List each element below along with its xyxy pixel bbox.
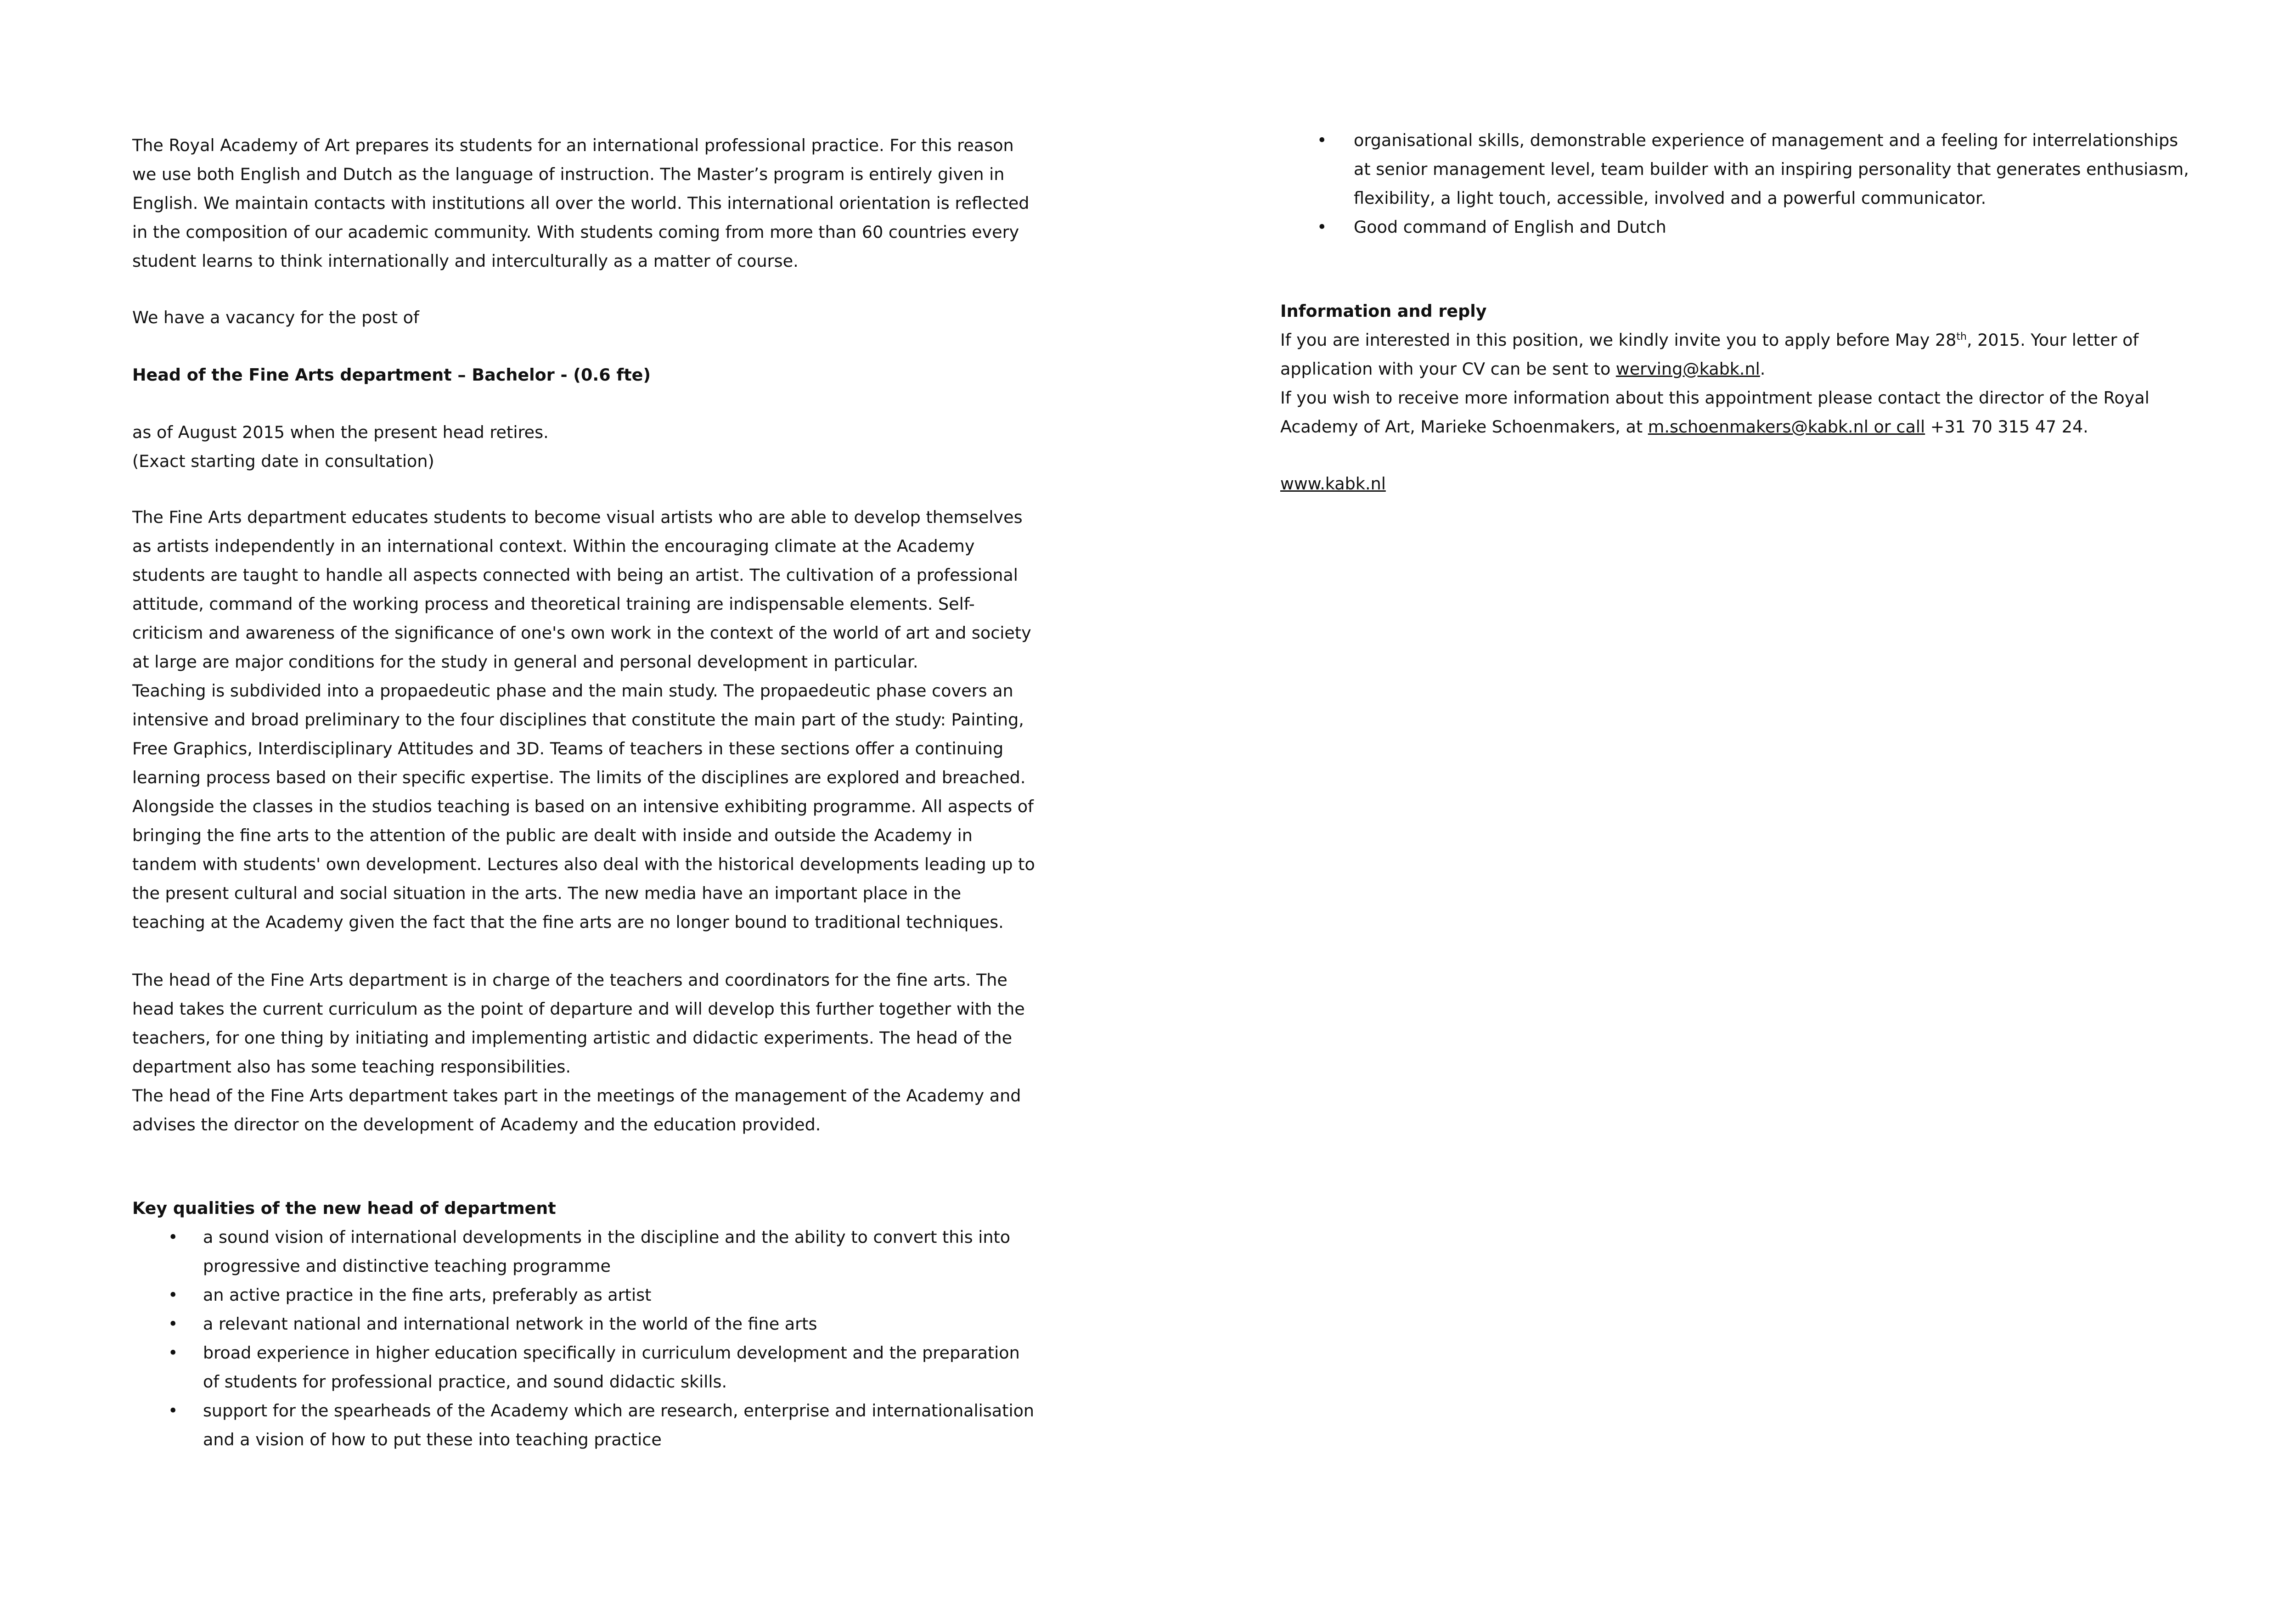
vacancy-line: We have a vacancy for the post of (132, 308, 419, 327)
contact-paragraph (1280, 383, 2194, 441)
apply-text: If you are interested in this position, we kindly invite you to apply before May 28 (1280, 330, 1957, 350)
list-item: • an active practice in the fine arts, preferably as artist (132, 1280, 1039, 1309)
application-email-link[interactable]: werving@kabk.nl (1615, 359, 1760, 379)
head-responsibilities (132, 966, 1037, 1139)
qualities-list-continued (1280, 126, 2194, 241)
key-qualities-section (132, 1194, 1039, 1454)
qualities-heading: Key qualities of the new head of department (132, 1198, 556, 1218)
website-paragraph (1280, 469, 2194, 498)
contact-text: If you wish to receive more information about this appointment please contact the director of the Royal Academy of Art, Marieke Schoenmakers, at (1280, 388, 2150, 437)
department-description (132, 503, 1039, 937)
department-paragraph: The Fine Arts department educates students to become visual artists who are able to develop themselves as artists independently in an international context. Within the encouraging climate at the Academy students are taught to handle all aspects connected with being an artist. The cultivation of a professional attitude, command of the working process and theoretical training are indispensable elements. Self-criticism and awareness of the significance of one's own work in the context of the world of art and society at large are major conditions for the study in general and personal development in particular. (132, 507, 1031, 672)
contact-phone: +31 70 315 47 24. (1925, 417, 2088, 437)
director-email-link[interactable]: m.schoenmakers@kabk.nl or call (1648, 417, 1925, 437)
website-link[interactable]: www.kabk.nl (1280, 474, 1386, 494)
apply-paragraph (1280, 326, 2194, 383)
intro-paragraph: The Royal Academy of Art prepares its students for an international professional practice. For this reason we use both English and Dutch as the language of instruction. The Master’s program is entirely given in English. We maintain contacts with institutions all over the world. This international orientation is reflected in the composition of our academic community. With students coming from more than 60 countries every student learns to think internationally and interculturally as a matter of course. (132, 135, 1030, 271)
start-date-line: as of August 2015 when the present head retires. (132, 422, 549, 442)
list-item: • support for the spearheads of the Academy which are research, enterprise and internationalisation and a vision of how to put these into teaching practice (132, 1396, 1039, 1454)
exhibiting-paragraph: Alongside the classes in the studios teaching is based on an intensive exhibiting programme. All aspects of bringing the fine arts to the attention of the public are dealt with inside and outside the Academy in tandem with students' own development. Lectures also deal with the historical developments leading up to the present cultural and social situation in the arts. The new media have an important place in the teaching at the Academy given the fact that the fine arts are no longer bound to traditional techniques. (132, 797, 1035, 932)
apply-end: . (1760, 359, 1766, 379)
qualities-list (132, 1223, 1039, 1454)
head-paragraph: The head of the Fine Arts department is in charge of the teachers and coordinators for the fine arts. The head takes the current curriculum as the point of departure and will develop this further together with the teachers, for one thing by initiating and implementing artistic and didactic experiments. The head of the department also has some teaching responsibilities. (132, 970, 1025, 1077)
list-item: • broad experience in higher education specifically in curriculum development and the preparation of students for professional practice, and sound didactic skills. (132, 1338, 1039, 1396)
list-item: • a sound vision of international developments in the discipline and the ability to convert this into progressive and distinctive teaching programme (132, 1223, 1039, 1280)
date-suffix: th (1956, 331, 1967, 343)
list-item: • Good command of English and Dutch (1280, 213, 2194, 241)
teaching-paragraph: Teaching is subdivided into a propaedeutic phase and the main study. The propaedeutic phase covers an intensive and broad preliminary to the four disciplines that constitute the main part of the study: Painting, Free Graphics, Interdisciplinary Attitudes and 3D. Teams of teachers in these sections offer a continuing learning process based on their specific expertise. The limits of the disciplines are explored and breached. (132, 681, 1026, 787)
list-item: • organisational skills, demonstrable experience of management and a feeling for interrelationships at senior management level, team builder with an inspiring personality that generates enthusiasm, flexibility, a light touch, accessible, involved and a powerful communicator. (1280, 126, 2194, 213)
list-item: • a relevant national and international network in the world of the fine arts (132, 1309, 1039, 1338)
position-title: Head of the Fine Arts department – Bachelor - (0.6 fte) (132, 365, 651, 385)
information-section (1280, 297, 2194, 441)
info-heading: Information and reply (1280, 301, 1487, 321)
management-paragraph: The head of the Fine Arts department takes part in the meetings of the management of the Academy and advises the director on the development of Academy and the education provided. (132, 1086, 1021, 1134)
start-date-block (132, 418, 1032, 476)
apply-text-continued: , 2015. Your letter of application with your CV can be sent to (1280, 330, 2139, 379)
start-date-note: (Exact starting date in consultation) (132, 451, 434, 471)
